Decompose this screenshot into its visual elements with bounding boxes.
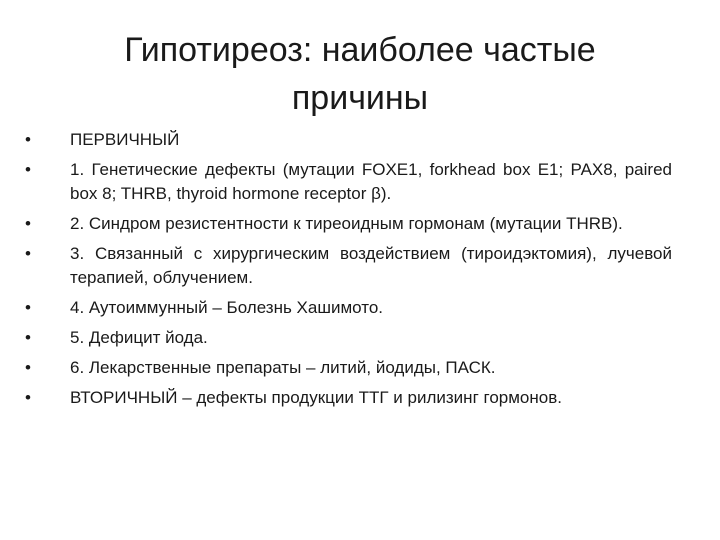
- bullet-item-autoimmune: [25, 296, 672, 320]
- bullet-list: [0, 128, 720, 416]
- bullet-text: ВТОРИЧНЫЙ – дефекты продукции ТТГ и рилизинг гормонов.: [70, 388, 562, 407]
- bullet-text: 1. Генетические дефекты (мутации FOXE1, forkhead box E1; PAX8, paired box 8; THRB, thyroid hormone receptor β).: [70, 160, 672, 203]
- slide-title-line-2: причины: [291, 79, 429, 117]
- bullet-text: 3. Связанный с хирургическим воздействием (тироидэктомия), лучевой терапией, облучением.: [70, 244, 672, 287]
- bullet-item-primary: [25, 128, 672, 152]
- bullet-dot-icon: •: [25, 358, 31, 377]
- bullet-dot-icon: •: [25, 298, 31, 317]
- bullet-dot-icon: •: [25, 244, 31, 263]
- bullet-dot-icon: •: [25, 214, 31, 233]
- bullet-text: 2. Синдром резистентности к тиреоидным гормонам (мутации THRB).: [70, 214, 623, 233]
- bullet-text: 4. Аутоиммунный – Болезнь Хашимото.: [70, 298, 384, 317]
- bullet-item-resistance: [25, 212, 672, 236]
- bullet-item-iodine: [25, 326, 672, 350]
- bullet-item-secondary: [25, 386, 672, 410]
- bullet-item-surgical: [25, 242, 672, 290]
- bullet-text: 5. Дефицит йода.: [70, 328, 208, 347]
- bullet-dot-icon: •: [25, 160, 31, 179]
- slide-title-line-1: Гипотиреоз: наиболее частые: [124, 31, 596, 69]
- bullet-item-drugs: [25, 356, 672, 380]
- bullet-dot-icon: •: [25, 388, 31, 407]
- bullet-item-genetic: [25, 158, 672, 206]
- bullet-text: 6. Лекарственные препараты – литий, йодиды, ПАСК.: [70, 358, 496, 377]
- bullet-text: ПЕРВИЧНЫЙ: [70, 130, 180, 149]
- bullet-dot-icon: •: [25, 130, 31, 149]
- slide-title: [60, 26, 660, 122]
- bullet-dot-icon: •: [25, 328, 31, 347]
